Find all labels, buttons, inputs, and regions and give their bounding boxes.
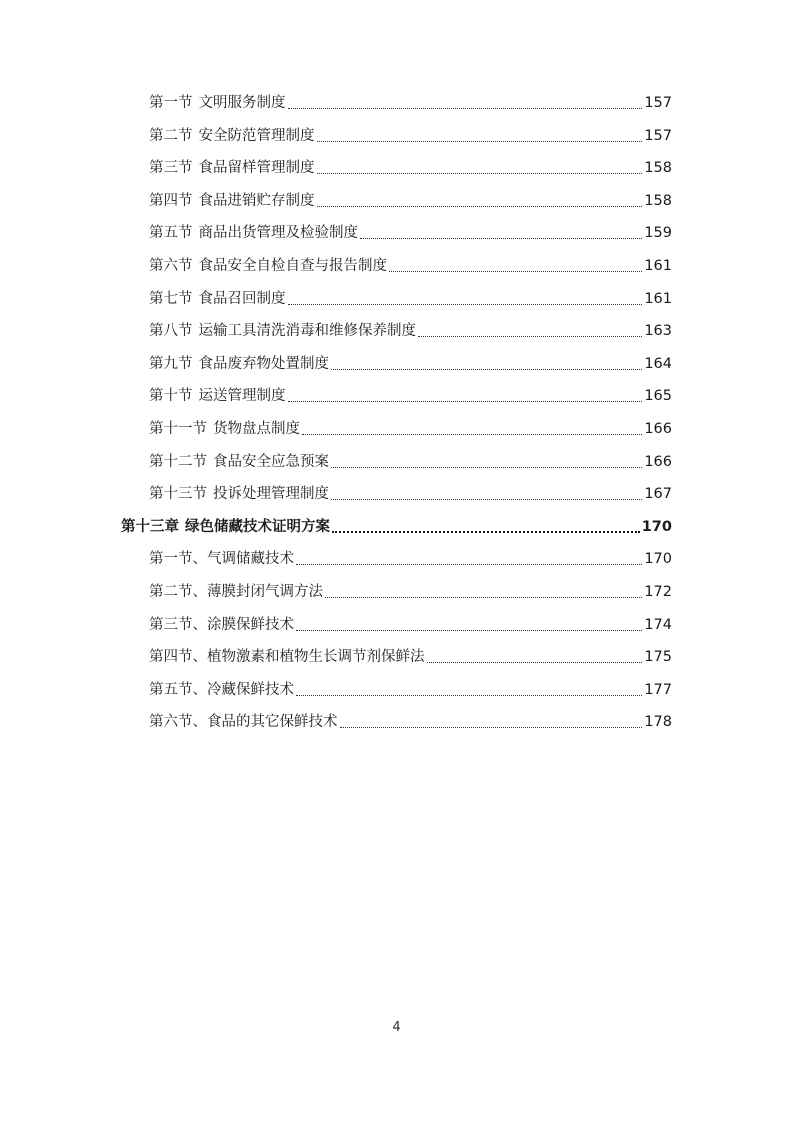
- toc-title: 货物盘点制度: [213, 420, 300, 437]
- toc-title: 薄膜封闭气调方法: [207, 583, 323, 600]
- toc-number: 第八节: [149, 323, 193, 340]
- toc-row[interactable]: [0, 289, 793, 322]
- toc-title: 食品废弃物处置制度: [198, 355, 329, 372]
- toc-label: [149, 126, 315, 146]
- toc-label: [149, 615, 294, 635]
- toc-leader-dots: [332, 517, 640, 537]
- toc-row[interactable]: [0, 93, 793, 126]
- toc-leader-dots: [288, 289, 643, 309]
- toc-label: [149, 712, 338, 732]
- toc-leader-dots: [331, 452, 642, 472]
- toc-number: 第十二节: [149, 453, 207, 470]
- toc-title: 食品召回制度: [198, 290, 286, 307]
- toc-label: [149, 452, 329, 472]
- toc-leader-dots: [317, 191, 643, 211]
- toc-title: 涂膜保鲜技术: [207, 616, 294, 633]
- toc-number: 第六节、: [149, 714, 207, 731]
- toc-title: 运输工具清洗消毒和维修保养制度: [198, 323, 416, 340]
- toc-number: 第二节、: [149, 583, 207, 600]
- toc-leader-dots: [288, 386, 643, 406]
- toc-leader-dots: [288, 93, 643, 113]
- toc-title: 食品留样管理制度: [198, 160, 315, 177]
- toc-number: 第十节: [149, 388, 193, 405]
- toc-label: [149, 223, 358, 243]
- toc-number: 第十一节: [149, 420, 207, 437]
- toc-page-number: 178: [644, 714, 672, 731]
- toc-row[interactable]: [0, 191, 793, 224]
- toc-label: [149, 680, 294, 700]
- toc-label: [149, 158, 315, 178]
- toc-label: [149, 582, 323, 602]
- toc-row[interactable]: [0, 256, 793, 289]
- toc-leader-dots: [389, 256, 642, 276]
- toc-page-number: 158: [644, 192, 672, 209]
- toc-leader-dots: [325, 582, 642, 602]
- toc-page-number: 164: [644, 355, 672, 372]
- toc-row[interactable]: [0, 647, 793, 680]
- toc-leader-dots: [296, 680, 642, 700]
- toc-label: [149, 419, 300, 439]
- toc-leader-dots: [296, 549, 642, 569]
- toc-label: [149, 93, 286, 113]
- toc-title: 气调储藏技术: [207, 551, 294, 568]
- toc-row[interactable]: [0, 484, 793, 517]
- toc-title: 植物激素和植物生长调节剂保鲜法: [207, 649, 425, 666]
- toc-title: 运送管理制度: [198, 388, 286, 405]
- toc-row[interactable]: [0, 680, 793, 713]
- toc-page-number: 157: [644, 127, 672, 144]
- toc-label: [149, 354, 329, 374]
- toc-page-number: 163: [644, 323, 672, 340]
- toc-row[interactable]: [0, 354, 793, 387]
- toc-title: 商品出货管理及检验制度: [198, 225, 358, 242]
- toc-number: 第四节: [149, 192, 193, 209]
- toc-leader-dots: [296, 615, 642, 635]
- toc-number: 第三节、: [149, 616, 207, 633]
- toc-leader-dots: [340, 712, 643, 732]
- toc-title: 文明服务制度: [198, 95, 286, 111]
- toc-page-number: 170: [641, 518, 672, 535]
- toc-title: 食品的其它保鲜技术: [207, 714, 338, 731]
- toc-title: 食品进销贮存制度: [198, 192, 315, 209]
- toc-number: 第十三节: [149, 486, 207, 503]
- page-number: 4: [392, 1020, 401, 1035]
- toc-row[interactable]: [0, 386, 793, 419]
- toc-leader-dots: [418, 321, 642, 341]
- toc-number: 第一节: [149, 95, 193, 111]
- toc-row[interactable]: [0, 452, 793, 485]
- toc-number: 第三节: [149, 160, 193, 177]
- toc-label: [149, 256, 387, 276]
- toc-leader-dots: [302, 419, 642, 439]
- toc-page-number: 167: [644, 486, 672, 503]
- toc-number: 第九节: [149, 355, 193, 372]
- toc-page-number: 161: [644, 290, 672, 307]
- table-of-contents: [0, 93, 793, 745]
- toc-leader-dots: [331, 484, 642, 504]
- toc-row[interactable]: [0, 582, 793, 615]
- toc-title: 绿色储藏技术证明方案: [185, 518, 330, 535]
- toc-title: 投诉处理管理制度: [213, 486, 329, 503]
- toc-number: 第七节: [149, 290, 193, 307]
- toc-title: 食品安全自检自查与报告制度: [198, 257, 387, 274]
- toc-page-number: 165: [644, 388, 672, 405]
- toc-number: 第五节: [149, 225, 193, 242]
- toc-row[interactable]: [0, 126, 793, 159]
- toc-row[interactable]: [0, 712, 793, 745]
- toc-label: [149, 289, 286, 309]
- toc-title: 安全防范管理制度: [198, 127, 315, 144]
- toc-leader-dots: [331, 354, 642, 374]
- toc-leader-dots: [317, 158, 643, 178]
- toc-number: 第一节、: [149, 551, 207, 568]
- toc-page-number: 157: [644, 95, 672, 111]
- toc-row[interactable]: [0, 419, 793, 452]
- toc-number: 第二节: [149, 127, 193, 144]
- toc-label: [149, 191, 315, 211]
- toc-label: [149, 386, 286, 406]
- toc-page-number: 166: [644, 453, 672, 470]
- toc-number: 第四节、: [149, 649, 207, 666]
- toc-label: [149, 484, 329, 504]
- toc-number: 第五节、: [149, 681, 207, 698]
- toc-label: [149, 647, 425, 667]
- toc-page-number: 170: [644, 551, 672, 568]
- toc-leader-dots: [317, 126, 643, 146]
- toc-title: 食品安全应急预案: [213, 453, 329, 470]
- toc-page-number: 172: [644, 583, 672, 600]
- toc-row[interactable]: [0, 223, 793, 256]
- toc-chapter-row[interactable]: [0, 517, 793, 550]
- toc-number: 第十三章: [121, 518, 179, 535]
- toc-label: [121, 517, 330, 537]
- toc-label: [149, 549, 294, 569]
- toc-title: 冷藏保鲜技术: [207, 681, 294, 698]
- toc-row[interactable]: [0, 615, 793, 648]
- toc-page-number: 161: [644, 257, 672, 274]
- toc-leader-dots: [360, 223, 642, 243]
- toc-number: 第六节: [149, 257, 193, 274]
- toc-row[interactable]: [0, 321, 793, 354]
- toc-row[interactable]: [0, 158, 793, 191]
- toc-page-number: 175: [644, 649, 672, 666]
- toc-page-number: 177: [644, 681, 672, 698]
- toc-page-number: 166: [644, 420, 672, 437]
- toc-row[interactable]: [0, 549, 793, 582]
- toc-page-number: 158: [644, 160, 672, 177]
- toc-leader-dots: [427, 647, 643, 667]
- toc-page-number: 174: [644, 616, 672, 633]
- toc-label: [149, 321, 416, 341]
- toc-page-number: 159: [644, 225, 672, 242]
